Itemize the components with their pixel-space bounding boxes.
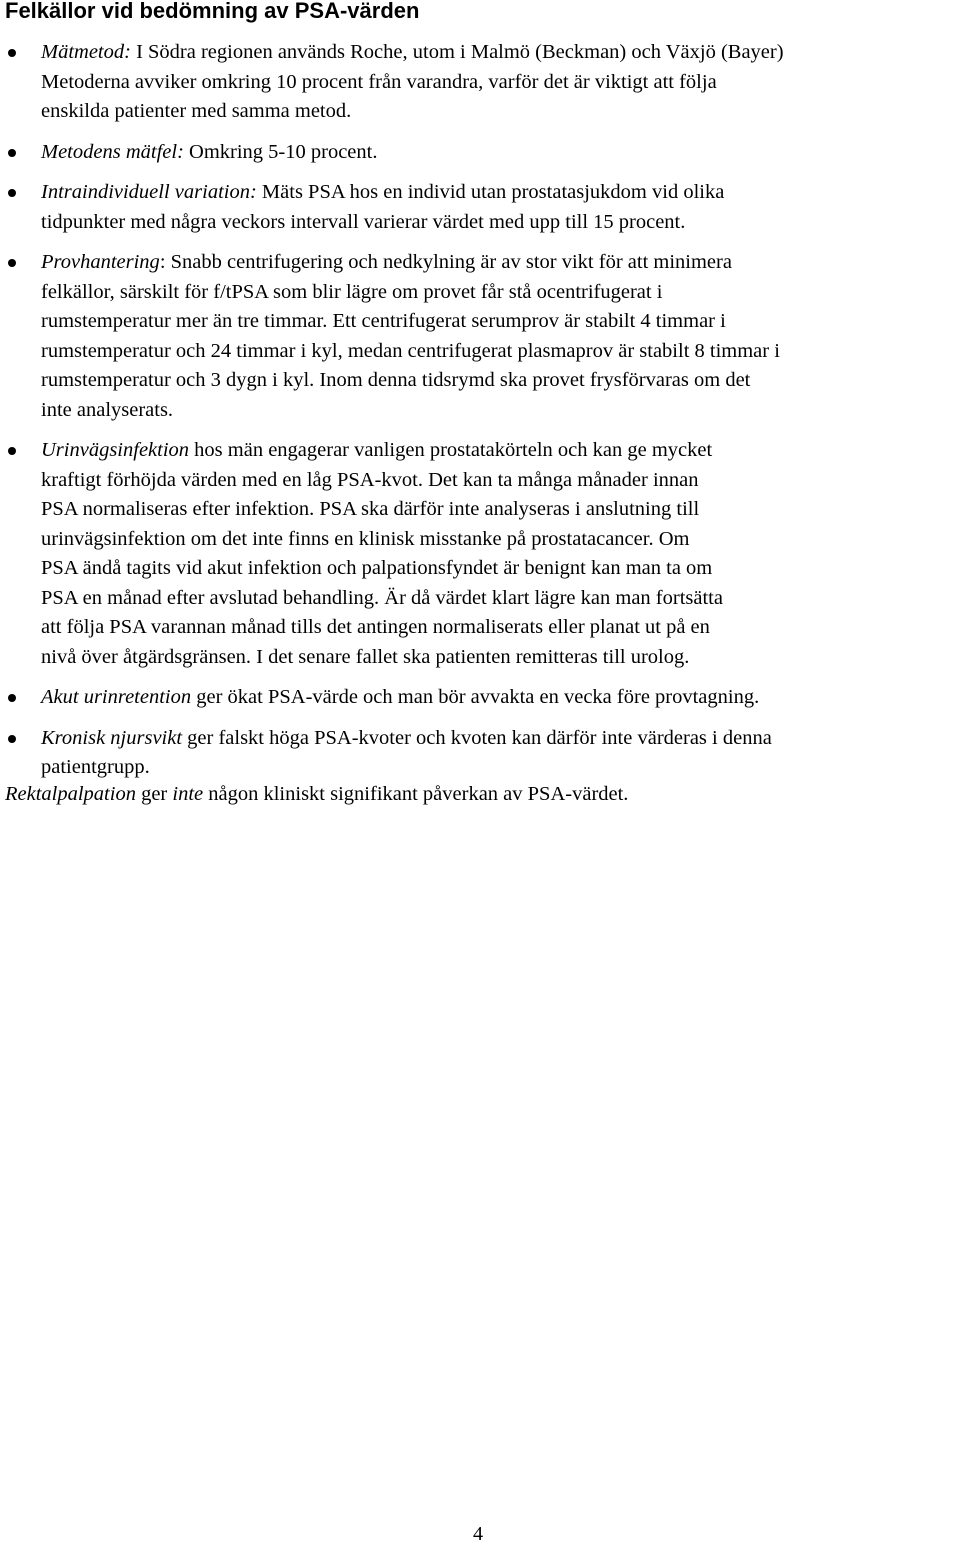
term: Akut urinretention [41,686,192,708]
term: Kronisk njursvikt [41,726,183,749]
line: PSA en månad efter avslutad behandling. Är då värdet klart lägre kan man fortsätta [41,586,723,609]
item-text: I Södra regionen används Roche, utom i Malmö (Beckman) och Växjö (Bayer) [130,41,784,63]
list-item-provhantering [0,248,960,425]
line [41,439,712,461]
bullet-icon [8,189,16,197]
item-text: ger ökat PSA-värde och man bör avvakta en vecka före provtagning. [191,686,760,708]
line: rumstemperatur och 3 dygn i kyl. Inom denna tidsrymd ska provet frysförvaras om det [41,369,751,391]
line: tidpunkter med några veckors intervall varierar värdet med upp till 15 procent. [41,210,686,233]
line: enskilda patienter med samma metod. [41,100,352,122]
list-item-metodens-matfel [0,138,960,168]
line: rumstemperatur mer än tre timmar. Ett centrifugerat serumprov är stabilt 4 timmar i [41,310,726,332]
item-text: Omkring 5-10 procent. [183,140,378,163]
line: nivå över åtgärdsgränsen. I det senare fallet ska patienten remitteras till urolog. [41,645,690,668]
line [41,727,772,749]
bullet-icon [8,149,16,157]
item-text: : Snabb centrifugering och nedkylning är av stor vikt för att minimera [159,251,732,273]
bullet-icon [8,49,16,57]
closing-text: någon kliniskt signifikant påverkan av PSA-värdet. [203,783,629,805]
term: Mätmetod: [41,41,131,63]
bullet-icon [8,694,16,702]
page-number: 4 [473,1523,483,1545]
line [41,251,732,273]
line: kraftigt förhöjda värden med en låg PSA-kvot. Det kan ta många månader innan [41,468,699,491]
item-text: hos män engagerar vanligen prostatakörteln och kan ge mycket [189,439,713,461]
line [41,41,784,63]
line [41,181,724,203]
line: urinvägsinfektion om det inte finns en klinisk misstanke på prostatacancer. Om [41,527,690,550]
term: Provhantering [41,251,160,273]
emphasis: inte [172,783,204,805]
term: Metodens mätfel: [41,140,184,163]
line: inte analyserats. [41,398,174,421]
bullet-icon [8,735,16,743]
item-text: Mäts PSA hos en individ utan prostatasjukdom vid olika [256,181,725,203]
item-text: ger falskt höga PSA-kvoter och kvoten kan därför inte värderas i denna [182,726,772,749]
term: Rektalpalpation [5,783,136,805]
closing-text: ger [135,783,173,805]
list-item-kronisk-njursvikt [0,724,960,783]
line: patientgrupp. [41,756,150,778]
bullet-list [0,38,960,783]
line: PSA ändå tagits vid akut infektion och palpationsfyndet är benignt kan man ta om [41,557,713,579]
bullet-icon [8,447,16,455]
line: att följa PSA varannan månad tills det antingen normaliserats eller planat ut på en [41,616,710,638]
page-title: Felkällor vid bedömning av PSA-värden [5,0,420,23]
list-item-urinvagsinfektion [0,436,960,672]
closing-paragraph [5,780,628,810]
list-item-intraindividuell-variation [0,178,960,237]
line: rumstemperatur och 24 timmar i kyl, medan centrifugerat plasmaprov är stabilt 8 timmar i [41,339,780,362]
line [41,141,377,163]
line: PSA normaliseras efter infektion. PSA ska därför inte analyseras i anslutning till [41,498,700,520]
line [41,686,759,708]
list-item-akut-urinretention [0,683,960,713]
term: Urinvägsinfektion [41,439,190,461]
bullet-icon [8,259,16,267]
line: felkällor, särskilt för f/tPSA som blir lägre om provet får stå ocentrifugerat i [41,280,663,303]
term: Intraindividuell variation: [41,181,257,203]
list-item-matmetod [0,38,960,127]
line: Metoderna avviker omkring 10 procent från varandra, varför det är viktigt att följa [41,70,717,93]
